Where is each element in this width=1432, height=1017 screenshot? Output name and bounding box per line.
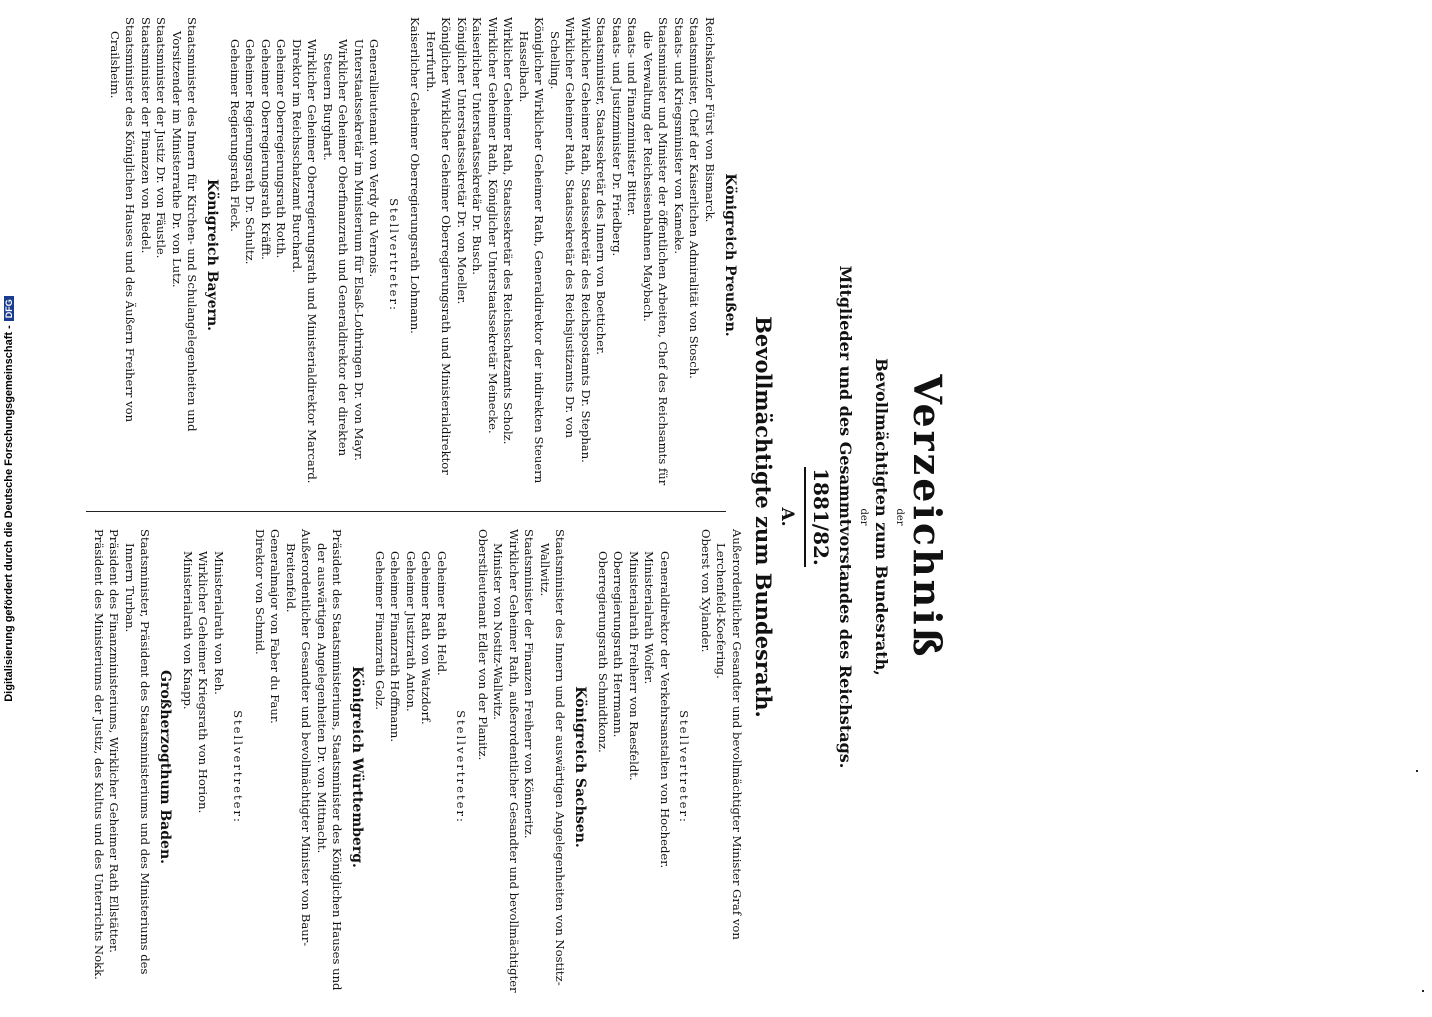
footer-sidebar xyxy=(0,0,18,1000)
list-item: Wirklicher Geheimer Rath, Staatssekretär des Reichsjustizamts Dr. von Schelling. xyxy=(548,17,578,438)
state-heading-sachsen: Königreich Sachsen. xyxy=(572,686,589,848)
list-item: Wirklicher Geheimer Oberfinanzrath und Generaldirektor der direkten Steuern Burghart. xyxy=(321,39,351,457)
list-item: Staatsminister des Innern und der auswärtigen Angelegenheiten von Nostitz-Wallwitz. xyxy=(538,529,568,986)
deputies-heading-preussen: Stellvertreter: xyxy=(387,198,401,312)
page-title: Verzeichniß xyxy=(905,374,950,660)
list-item: Staatsminister und Minister der öffentlichen Arbeiten, Chef des Reichsamts für die Verwaltung der Reichseisenbahnen Maybach. xyxy=(641,17,671,486)
list-item: Generalmajor von Faber du Faur. xyxy=(268,529,283,724)
list-item: Ministerialrath von Knapp. xyxy=(181,551,195,710)
list-item: Geheimer Regierungsrath Fleck. xyxy=(228,39,242,232)
scan-speck xyxy=(1416,770,1418,772)
document-page xyxy=(70,17,956,1017)
list-item: Geheimer Finanzrath Hoffmann. xyxy=(388,551,403,743)
section-letter: A. xyxy=(777,507,797,527)
dfg-credit xyxy=(3,99,15,899)
connector-text: der xyxy=(894,508,905,526)
list-item: Staatsminister der Finanzen von Riedel. xyxy=(139,17,153,254)
list-item: Königlicher Wirklicher Geheimer Rath, Generaldirektor der indirekten Steuern Hasselbach. xyxy=(517,17,547,484)
list-item: Königlicher Wirklicher Geheimer Oberregierungsrath und Ministerialdirektor Herrfurth. xyxy=(424,17,454,475)
list-item: Unterstaatssekretär im Ministerium für Elsaß-Lothringen Dr. von Mayr. xyxy=(352,39,366,461)
page-stage xyxy=(70,17,1070,993)
list-item: Staats- und Finanzminister Bitter. xyxy=(625,17,640,217)
list-item: Präsident des Ministeriums der Justiz, des Kultus und des Unterrichts Nokk. xyxy=(92,529,106,980)
list-item: Ministerialrath von Reh. xyxy=(212,551,226,695)
left-column xyxy=(107,17,745,493)
list-item: Geheimer Oberregierungsrath Rotth. xyxy=(274,39,289,259)
list-item: Geheimer Justizrath Anton. xyxy=(404,551,418,712)
list-item: Wirklicher Geheimer Rath, Königlicher Unterstaatssekretär Meinecke. xyxy=(486,17,500,434)
list-item: Ministerialrath Freiherr von Raesfeldt. xyxy=(627,551,641,781)
scan-speck xyxy=(1422,990,1424,992)
list-item: Oberregierungsrath Schmidtkonz. xyxy=(596,551,610,753)
list-item: Geheimer Rath Held. xyxy=(435,551,449,676)
section-title: Bevollmächtigte zum Bundesrath. xyxy=(751,316,776,718)
list-item: Oberst von Xylander. xyxy=(699,529,713,653)
list-item: Staatsminister des Königlichen Hauses und des Äußern Freiherr von Crailsheim. xyxy=(108,17,138,423)
list-item: Wirklicher Geheimer Oberregierungsrath und Ministerialdirektor Marcard. xyxy=(305,39,320,484)
list-item: Reichskanzler Fürst von Bismarck. xyxy=(703,17,717,223)
list-item: Kaiserlicher Geheimer Oberregierungsrath Lohmann. xyxy=(408,17,423,334)
subtitle-1: Bevollmächtigten zum Bundesrath, xyxy=(872,358,891,676)
list-item: Staats- und Justizminister Dr. Friedberg. xyxy=(610,17,624,257)
list-item: Wirklicher Geheimer Rath, außerordentlicher Gesandter und bevollmächtigter Minister von Nostitz-Wallwitz. xyxy=(491,529,521,993)
list-item: Geheimer Rath von Watzdorf. xyxy=(419,551,434,725)
two-column-body xyxy=(54,17,744,1017)
list-item: Außerordentlicher Gesandter und bevollmächtigter Minister von Baur-Breitenfeld. xyxy=(284,529,314,947)
list-item: Generallieutenant von Verdy du Vernois. xyxy=(367,39,382,278)
list-item: Außerordentlicher Gesandter und bevollmächtigter Minister Graf von Lerchenfeld-Koefering. xyxy=(714,529,744,940)
list-item: Kaiserlicher Unterstaatssekretär Dr. Busch. xyxy=(470,17,485,275)
dfg-credit-text: Digitalisierung gefördert durch die Deutsche Forschungsgemeinschaft - xyxy=(3,325,15,702)
list-item: Direktor im Reichsschatzamt Burchard. xyxy=(290,39,304,273)
list-item: Staatsminister, Chef der Kaiserlichen Admiralität von Stosch. xyxy=(687,17,702,379)
list-item: Wirklicher Geheimer Rath, Staatssekretär des Reichsschatzamts Scholz. xyxy=(501,17,516,445)
state-heading-baden: Großherzogthum Baden. xyxy=(157,669,174,864)
list-item: Wirklicher Geheimer Rath, Staatssekretär des Reichspostamts Dr. Stephan. xyxy=(579,17,593,463)
document-header xyxy=(750,17,948,1017)
list-item: Staatsminister der Justiz Dr. von Fäustle. xyxy=(154,17,169,259)
list-item: Staatsminister, Staatssekretär des Innern von Boetticher. xyxy=(594,17,609,355)
list-item: Staatsminister, Präsident des Staatsministeriums und des Ministeriums des Innern Turban. xyxy=(123,529,153,975)
list-item: Staats- und Kriegsminister von Kameke. xyxy=(672,17,686,255)
list-item: Ministerialrath Wolfer. xyxy=(642,551,657,685)
header-rule xyxy=(804,467,806,567)
list-item: Wirklicher Geheimer Kriegsrath von Horion. xyxy=(196,551,211,814)
list-item: Direktor von Schmid. xyxy=(253,529,267,655)
list-item: Oberstlieutenant Edler von der Planitz. xyxy=(476,529,490,761)
list-item: Staatsminister der Finanzen Freiherr von Könneritz. xyxy=(522,529,537,839)
list-item: Geheimer Oberregierungsrath Kräfft. xyxy=(259,39,273,260)
list-item: Generaldirektor der Verkehrsanstalten von Hocheder. xyxy=(658,551,672,869)
column-divider xyxy=(86,511,726,512)
deputies-heading-sachsen: Stellvertreter: xyxy=(454,710,469,824)
deputies-heading-bayern: Stellvertreter: xyxy=(677,710,692,824)
list-item: Präsident des Staatsministeriums, Staatsminister des Königlichen Hauses und der auswärtigen Angelegenheiten Dr. von Mittnacht. xyxy=(315,529,345,991)
state-heading-bayern: Königreich Bayern. xyxy=(204,178,221,332)
list-item: Geheimer Regierungsrath Dr. Schultz. xyxy=(243,39,258,265)
list-item: Königlicher Unterstaatssekretär Dr. von Moeller. xyxy=(455,17,469,305)
year-label: 1881/82. xyxy=(809,468,833,566)
list-item: Geheimer Finanzrath Golz. xyxy=(373,551,387,710)
list-item: Oberregierungsrath Herrmann. xyxy=(611,551,626,738)
deputies-heading-wuerttemberg: Stellvertreter: xyxy=(231,710,246,824)
state-heading-preussen: Königreich Preußen. xyxy=(722,173,738,337)
list-item: Präsident des Finanzministeriums, Wirklicher Geheimer Rath Ellstätter. xyxy=(107,529,122,953)
dfg-logo: DFG xyxy=(4,296,14,321)
connector-text-2: der xyxy=(858,508,869,526)
subtitle-2: Mitglieder und des Gesammtvorstandes des Reichstags. xyxy=(836,265,855,769)
list-item: Staatsminister des Innern für Kirchen- und Schulangelegenheiten und Vorsitzender im Ministerrathe Dr. von Lutz. xyxy=(170,17,200,432)
state-heading-wuerttemberg: Königreich Württemberg. xyxy=(349,666,366,868)
right-column xyxy=(91,529,745,1005)
